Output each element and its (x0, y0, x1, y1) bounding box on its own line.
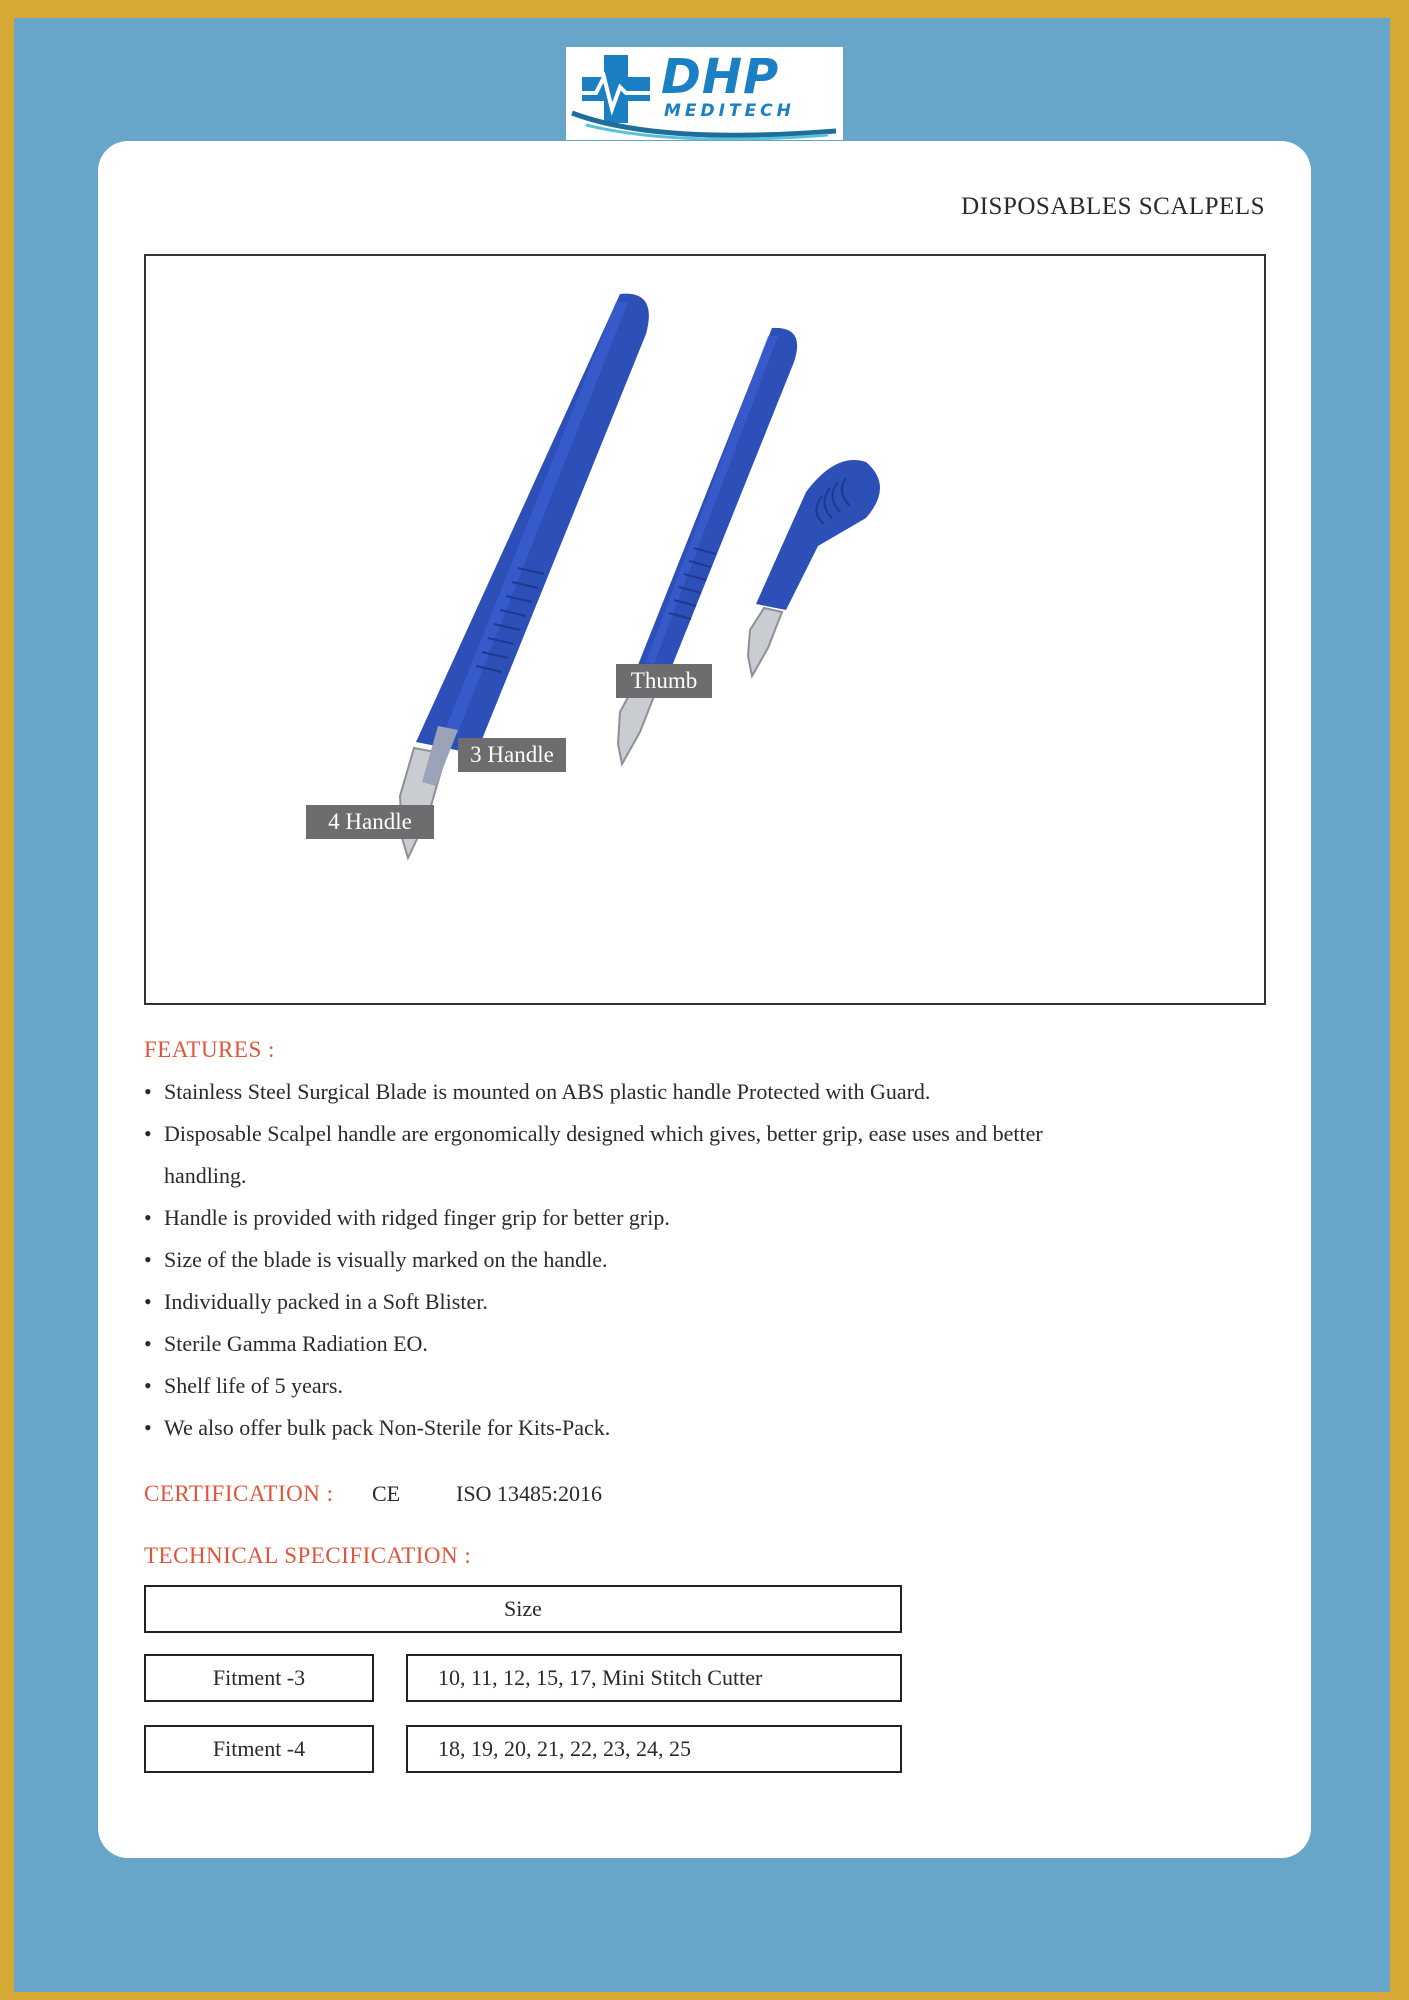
list-item: • Disposable Scalpel handle are ergonomically designed which gives, better grip, ease uses and better handling. (144, 1113, 1064, 1197)
label-thumb: Thumb (616, 664, 712, 698)
label-4-handle: 4 Handle (306, 805, 434, 839)
list-item: • Shelf life of 5 years. (144, 1365, 1144, 1407)
features-list (144, 1071, 1144, 1449)
spec-fitment-4-sizes: 18, 19, 20, 21, 22, 23, 24, 25 (406, 1725, 902, 1773)
scalpel-3-handle (618, 328, 797, 764)
page-title: DISPOSABLES SCALPELS (961, 193, 1265, 220)
spec-fitment-3: Fitment -3 (144, 1654, 374, 1702)
certification-ce: CE (372, 1481, 401, 1506)
list-item: • Individually packed in a Soft Blister. (144, 1281, 1144, 1323)
certification-iso: ISO 13485:2016 (456, 1481, 603, 1506)
scalpels-illustration (146, 256, 1264, 1003)
brand-name: DHP (661, 49, 780, 105)
label-3-handle: 3 Handle (458, 738, 566, 772)
list-item: • Size of the blade is visually marked on the handle. (144, 1239, 1144, 1281)
list-item: • Stainless Steel Surgical Blade is mounted on ABS plastic handle Protected with Guard. (144, 1071, 1144, 1113)
list-item: • Handle is provided with ridged finger grip for better grip. (144, 1197, 1144, 1239)
list-item: • Sterile Gamma Radiation EO. (144, 1323, 1144, 1365)
spec-fitment-4: Fitment -4 (144, 1725, 374, 1773)
technical-specification-heading: TECHNICAL SPECIFICATION : (144, 1543, 472, 1568)
scalpel-4-handle (400, 294, 649, 858)
spec-size-header: Size (144, 1585, 902, 1633)
list-item: • We also offer bulk pack Non-Sterile for Kits-Pack. (144, 1407, 1144, 1449)
product-photo (144, 254, 1266, 1005)
brand-tagline: MEDITECH (664, 101, 795, 121)
brand-logo (566, 47, 843, 140)
content-card (98, 141, 1311, 1858)
scalpel-thumb (748, 460, 880, 676)
certification-heading: CERTIFICATION : (144, 1481, 334, 1506)
features-heading: FEATURES : (144, 1037, 275, 1062)
spec-fitment-3-sizes: 10, 11, 12, 15, 17, Mini Stitch Cutter (406, 1654, 902, 1702)
